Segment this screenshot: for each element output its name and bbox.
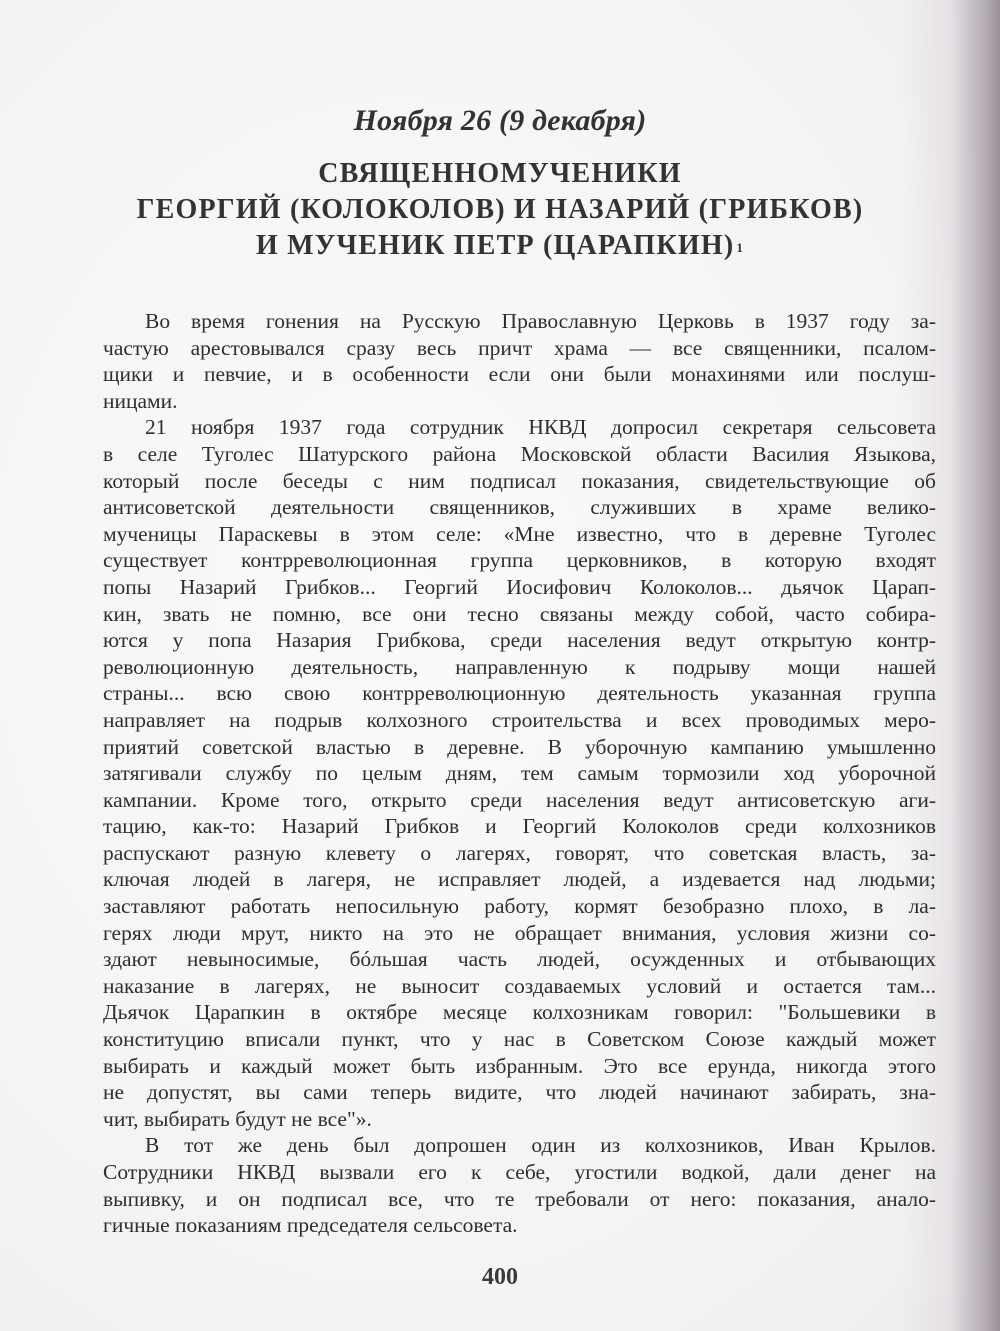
- text-line: выпивку, и он подписал все, что те требовали от него: показания, анало-: [103, 1186, 936, 1211]
- text-line: революционную деятельность, направленную к подрыву мощи нашей: [103, 654, 936, 679]
- text-line: существует контрреволюционная группа церковников, в которую входят: [103, 548, 936, 573]
- text-line: мученицы Параскевы в этом селе: «Мне известно, что в деревне Туголес: [103, 521, 936, 546]
- text-line: тацию, как-то: Назарий Грибков и Георгий Колоколов среди колхозников: [103, 814, 936, 839]
- text-line: распускают разную клевету о лагерях, говорят, что советская власть, за-: [103, 840, 936, 865]
- text-line: Сотрудники НКВД вызвали его к себе, угостили водкой, дали денег на: [103, 1160, 936, 1184]
- text-line: наказание в лагерях, не выносит создаваемых условий и остается там...: [103, 973, 936, 998]
- text-line: выбирать и каждый может быть избранным. Это все ерунда, никогда этого: [103, 1053, 936, 1078]
- text-line: щики и певчие, и в особенности если они были монахинями или послуш-: [103, 362, 936, 387]
- text-line: конституцию вписали пункт, что у нас в Советском Союзе каждый может: [103, 1027, 936, 1052]
- text-line: приятий советской властью в деревне. В уборочную кампанию умышленно: [103, 734, 936, 759]
- text-line: Во время гонения на Русскую Православную Церковь в 1937 году за-: [145, 309, 936, 333]
- text-line: который после беседы с ним подписал показания, свидетельствующие об: [103, 468, 936, 493]
- text-line: затягивали службу по целым дням, тем самым тормозили ход уборочной: [103, 761, 936, 786]
- text-line: кин, звать не помню, все они тесно связаны между собой, часто собира-: [103, 601, 936, 626]
- heading-line-1: СВЯЩЕННОМУЧЕНИКИ: [318, 158, 682, 189]
- text-line: не допустят, вы сами теперь видите, что людей начинают забирать, зна-: [103, 1080, 936, 1105]
- text-line: кампании. Кроме того, открыто среди населения ведут антисоветскую аги-: [103, 787, 936, 812]
- text-line: гичные показаниям председателя сельсовета.: [103, 1213, 518, 1238]
- heading-line-3: И МУЧЕНИК ПЕТР (ЦАРАПКИН): [255, 230, 735, 261]
- chapter-heading: [0, 156, 1000, 264]
- text-line: направляет на подрыв колхозного строительства и всех проводимых меро-: [103, 707, 936, 732]
- text-line: В тот же день был допрошен один из колхозников, Иван Крылов.: [145, 1133, 936, 1158]
- footnote-marker: 1: [736, 240, 745, 255]
- paragraph-1: [103, 308, 936, 414]
- text-line: здают невыносимые, бóльшая часть людей, осужденных и отбывающих: [103, 947, 936, 972]
- body-text: [103, 308, 936, 1239]
- page-number: 400: [482, 1264, 518, 1290]
- text-line: Дьячок Царапкин в октябре месяце колхозникам говорил: "Большевики в: [103, 1000, 936, 1025]
- text-line: попы Назарий Грибков... Георгий Иосифович Колоколов... дьячок Царап-: [103, 574, 936, 599]
- heading-line-2: ГЕОРГИЙ (КОЛОКОЛОВ) И НАЗАРИЙ (ГРИБКОВ): [136, 194, 864, 225]
- heading-line-3-wrap: [0, 228, 1000, 264]
- text-line: страны... всю свою контрреволюционную деятельность указанная группа: [103, 681, 936, 706]
- text-line: ницами.: [103, 388, 178, 413]
- text-line: ключая людей в лагеря, не исправляет людей, а издевается над людьми;: [103, 867, 936, 892]
- date-line: Ноября 26 (9 декабря): [353, 104, 647, 137]
- text-line: антисоветской деятельности священников, служивших в храме велико-: [103, 495, 936, 520]
- text-line: чит, выбирать будут не все"».: [103, 1106, 372, 1131]
- paragraph-3: [103, 1132, 936, 1238]
- paragraph-2: [103, 414, 936, 1132]
- text-line: герях люди мрут, никто на это не обращает внимания, условия жизни со-: [103, 920, 936, 945]
- text-line: 21 ноября 1937 года сотрудник НКВД допросил секретаря сельсовета: [145, 415, 936, 440]
- text-line: заставляют работать непосильную работу, кормят безобразно плохо, в ла-: [103, 894, 936, 919]
- text-line: в селе Туголес Шатурского района Московской области Василия Языкова,: [103, 441, 936, 466]
- text-line: ются у попа Назария Грибкова, среди населения ведут открытую контр-: [103, 628, 936, 653]
- text-line: частую арестовывался сразу весь причт храма — все священники, псалом-: [103, 335, 936, 360]
